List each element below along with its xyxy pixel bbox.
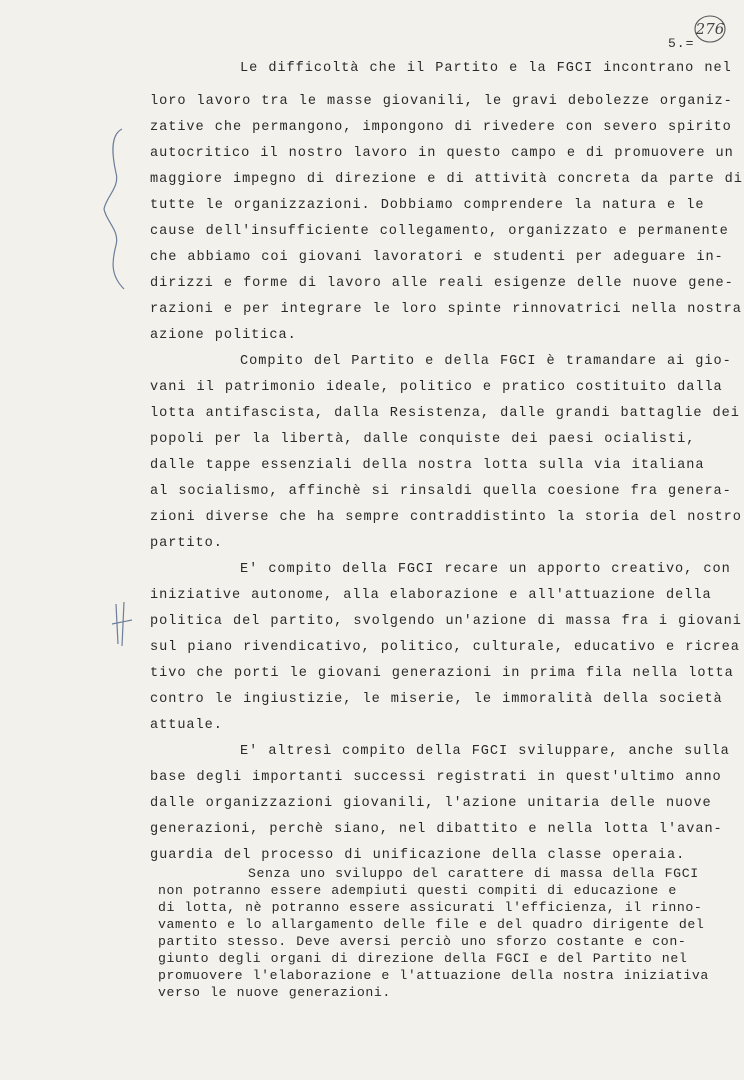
text-line: popoli per la libertà, dalle conquiste dei paesi ocialisti, [150,432,696,447]
text-line: dalle organizzazioni giovanili, l'azione unitaria delle nuove [150,796,712,811]
text-line: cause dell'insufficiente collegamento, organizzato e permanente [150,224,729,239]
text-line: zioni diverse che ha sempre contraddistinto la storia del nostro [150,510,742,525]
text-line: Compito del Partito e della FGCI è tramandare ai gio- [240,354,732,369]
margin-check-icon [108,600,136,650]
margin-bracket-icon [100,125,130,295]
text-line: azione politica. [150,328,297,343]
text-line: di lotta, nè potranno essere assicurati l'efficienza, il rinno- [158,900,703,915]
text-line: E' compito della FGCI recare un apporto creativo, con [240,562,731,577]
archive-number-stamp [693,14,727,44]
page-number: 5.= [668,36,695,51]
text-line: promuovere l'elaborazione e l'attuazione della nostra iniziativa [158,968,709,983]
text-line: maggiore impegno di direzione e di attività concreta da parte di [150,172,743,187]
text-line: base degli importanti successi registrati in quest'ultimo anno [150,770,722,785]
text-line: guardia del processo di unificazione della classe operaia. [150,848,686,863]
text-line: razioni e per integrare le loro spinte rinnovatrici nella nostra [150,302,742,317]
text-line: E' altresì compito della FGCI sviluppare, anche sulla [240,744,730,759]
text-line: verso le nuove generazioni. [158,985,391,1000]
text-line: attuale. [150,718,223,733]
text-line: zative che permangono, impongono di rivedere con severo spirito [150,120,732,135]
text-line: tutte le organizzazioni. Dobbiamo comprendere la natura e le [150,198,705,213]
text-line: non potranno essere adempiuti questi compiti di educazione e [158,883,677,898]
text-line: vamento e lo allargamento delle file e del quadro dirigente del [158,917,705,932]
text-line: dirizzi e forme di lavoro alle reali esigenze delle nuove gene- [150,276,734,291]
text-line: vani il patrimonio ideale, politico e pratico costituito dalla [150,380,723,395]
text-line: generazioni, perchè siano, nel dibattito e nella lotta l'avan- [150,822,723,837]
text-line: partito. [150,536,223,551]
text-line: sul piano rivendicativo, politico, culturale, educativo e ricrea [150,640,740,655]
text-line: loro lavoro tra le masse giovanili, le gravi debolezze organiz- [150,94,733,109]
text-line: lotta antifascista, dalla Resistenza, dalle grandi battaglie dei [150,406,740,421]
archive-number: 276 [695,20,725,38]
text-line: autocritico il nostro lavoro in questo campo e di promuovere un [150,146,734,161]
text-line: che abbiamo coi giovani lavoratori e studenti per adeguare in- [150,250,724,265]
text-line: dalle tappe essenziali della nostra lotta sulla via italiana [150,458,705,473]
text-line: Le difficoltà che il Partito e la FGCI incontrano nel [240,61,732,76]
text-line: giunto degli organi di direzione della FGCI e del Partito nel [158,951,688,966]
text-line: tivo che porti le giovani generazioni in prima fila nella lotta [150,666,734,681]
text-line: partito stesso. Deve aversi perciò uno sforzo costante e con- [158,934,687,949]
text-line: contro le ingiustizie, le miserie, le immoralità della società [150,692,723,707]
text-line: al socialismo, affinchè si rinsaldi quella coesione fra genera- [150,484,732,499]
text-line: Senza uno sviluppo del carattere di massa della FGCI [248,866,699,881]
text-line: iniziative autonome, alla elaborazione e all'attuazione della [150,588,712,603]
text-line: politica del partito, svolgendo un'azione di massa fra i giovani [150,614,742,629]
